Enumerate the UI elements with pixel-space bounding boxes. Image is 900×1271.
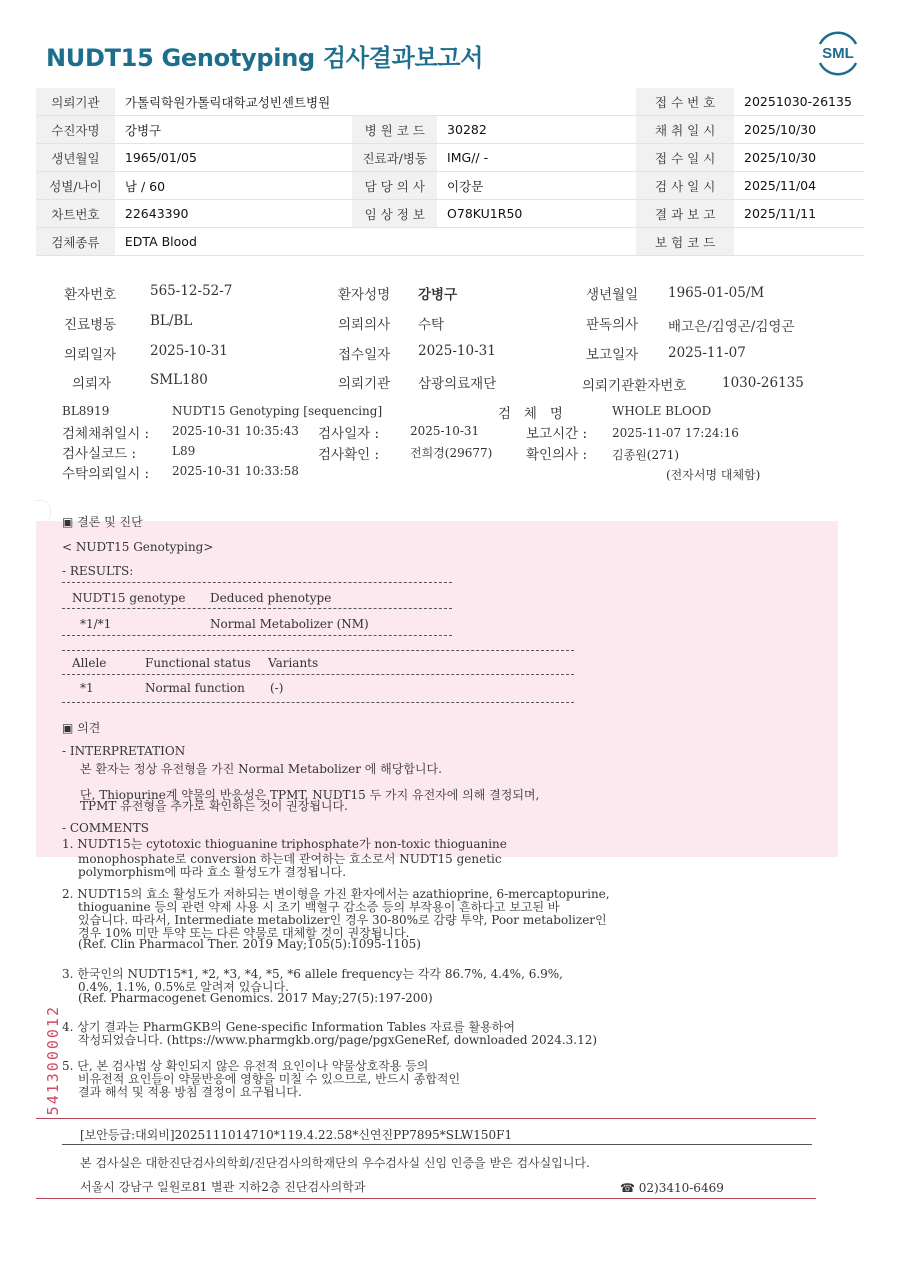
doctor: 수탁	[418, 317, 445, 333]
info-label: 임 상 정 보	[352, 200, 437, 228]
info-value: O78KU1R50	[437, 200, 636, 228]
phenotype-value: Normal Metabolizer (NM)	[210, 617, 369, 631]
test-name: NUDT15 Genotyping [sequencing]	[172, 404, 383, 418]
room-label: 검사실코드 :	[62, 446, 137, 462]
comment-line: 4. 상기 결과는 PharmGKB의 Gene-specific Information Tables 자료를 활용하여	[62, 1020, 515, 1034]
req-date: 2025-10-31	[150, 343, 228, 359]
confirm-doc-label: 확인의사 :	[526, 447, 588, 463]
comment-line: 있습니다. 따라서, Intermediate metabolizer인 경우 30-80%로 감량 투약, Poor metabolizer인	[78, 913, 607, 927]
info-value: 22643390	[115, 200, 353, 228]
patient-no: 565-12-52-7	[150, 283, 233, 299]
info-label: 채 취 일 시	[636, 116, 734, 144]
patient-name-label: 환자성명	[338, 287, 391, 303]
info-label: 검체종류	[36, 228, 115, 256]
report-date-label: 보고일자	[586, 347, 639, 363]
info-value: 20251030-26135	[734, 88, 864, 116]
interpretation-line: 단, Thiopurine계 약물의 반응성은 TPMT, NUDT15 두 가지 유전자에 의해 결정되며,	[80, 788, 540, 802]
info-label: 차트번호	[36, 200, 115, 228]
request-time: 2025-10-31 10:33:58	[172, 464, 299, 478]
comment-line: 5. 단, 본 검사법 상 확인되지 않은 유전적 요인이나 약물상호작용 등의	[62, 1059, 429, 1073]
footer-rule	[62, 1144, 812, 1145]
patient-no-label: 환자번호	[64, 287, 117, 303]
test-date-label: 검사일자 :	[318, 426, 380, 442]
info-label: 접 수 번 호	[636, 88, 734, 116]
info-value: 30282	[437, 116, 636, 144]
reader-label: 판독의사	[586, 317, 639, 333]
comment-line: 0.4%, 1.1%, 0.5%로 알려져 있습니다.	[78, 980, 289, 994]
info-row	[36, 200, 864, 228]
reader: 배고은/김영곤/김영곤	[668, 319, 795, 335]
info-value: 1965/01/05	[115, 144, 353, 172]
report-time-label: 보고시간 :	[526, 426, 588, 442]
divider	[62, 674, 574, 675]
patient-name: 강병구	[418, 287, 458, 303]
info-label: 병 원 코 드	[352, 116, 437, 144]
interpretation-line: 본 환자는 정상 유전형을 가진 Normal Metabolizer 에 해당합니다.	[80, 762, 442, 776]
req-date-label: 의뢰일자	[64, 347, 117, 363]
comment-line: polymorphism에 따라 효소 활성도가 결정됩니다.	[78, 865, 347, 879]
col-status: Functional status	[145, 656, 251, 670]
variants-value: (-)	[270, 681, 284, 695]
sml-logo	[812, 30, 864, 76]
divider	[62, 608, 452, 609]
info-value: IMG// -	[437, 144, 636, 172]
info-label: 의뢰기관	[36, 88, 115, 116]
requester-label: 의뢰자	[72, 376, 112, 392]
info-value: 이강문	[437, 172, 636, 200]
comment-line: 2. NUDT15의 효소 활성도가 저하되는 변이형을 가진 환자에서는 azathioprine, 6-mercaptopurine,	[62, 887, 610, 901]
info-label: 보 험 코 드	[636, 228, 734, 256]
report-date: 2025-11-07	[668, 345, 746, 361]
status-value: Normal function	[145, 681, 245, 695]
interpretation-line: TPMT 유전형을 추가로 확인하는 것이 권장됩니다.	[80, 799, 348, 813]
dob-label: 생년월일	[586, 287, 639, 303]
institution: 삼광의료재단	[418, 376, 497, 392]
info-value: 강병구	[115, 116, 353, 144]
info-label: 수진자명	[36, 116, 115, 144]
results-label: - RESULTS:	[62, 564, 134, 578]
comment-line: (Ref. Pharmacogenet Genomics. 2017 May;27(5):197-200)	[78, 991, 433, 1005]
divider	[62, 650, 574, 651]
info-label: 생년월일	[36, 144, 115, 172]
comment-line: monophosphate로 conversion 하는데 관여하는 효소로서 NUDT15 genetic	[78, 852, 502, 866]
info-row	[36, 172, 864, 200]
comment-line: (Ref. Clin Pharmacol Ther. 2019 May;105(5):1095-1105)	[78, 937, 421, 951]
info-value: 가톨릭학원가톨릭대학교성빈센트병원	[115, 88, 636, 116]
comment-line: 3. 한국인의 NUDT15*1, *2, *3, *4, *5, *6 allele frequency는 각각 86.7%, 4.4%, 6.9%,	[62, 967, 563, 981]
logo-text: SML	[822, 45, 854, 62]
request-time-label: 수탁의뢰일시 :	[62, 466, 150, 482]
interpretation-label: - INTERPRETATION	[62, 744, 186, 758]
confirm: 전희경(29677)	[410, 446, 493, 460]
col-phenotype: Deduced phenotype	[210, 591, 332, 605]
info-label: 접 수 일 시	[636, 144, 734, 172]
info-label: 결 과 보 고	[636, 200, 734, 228]
info-label: 성별/나이	[36, 172, 115, 200]
genotype-value: *1/*1	[80, 617, 112, 631]
inst-patient-no-label: 의뢰기관환자번호	[582, 378, 687, 394]
signature-note: (전자서명 대체함)	[666, 468, 761, 482]
room: L89	[172, 444, 196, 458]
test-date: 2025-10-31	[410, 424, 480, 438]
opinion-section-title: ▣ 의견	[62, 721, 101, 735]
info-value: 2025/10/30	[734, 116, 864, 144]
info-label: 검 사 일 시	[636, 172, 734, 200]
requester: SML180	[150, 372, 208, 388]
confirm-label: 검사확인 :	[318, 447, 380, 463]
info-value	[734, 228, 864, 256]
comment-line: 1. NUDT15는 cytotoxic thioguanine triphosphate가 non-toxic thioguanine	[62, 837, 507, 851]
recv-date: 2025-10-31	[418, 343, 496, 359]
info-row	[36, 144, 864, 172]
lab-phone: ☎ 02)3410-6469	[620, 1181, 724, 1195]
confirm-doc: 김종원(271)	[612, 448, 680, 462]
test-code: BL8919	[62, 404, 110, 418]
lab-address: 서울시 강남구 일원로81 별관 지하2층 진단검사의학과	[80, 1180, 366, 1194]
comments-label: - COMMENTS	[62, 821, 149, 835]
info-row	[36, 116, 864, 144]
info-value: EDTA Blood	[115, 228, 636, 256]
info-value: 남 / 60	[115, 172, 353, 200]
results-section-title: ▣ 결론 및 진단	[62, 515, 143, 529]
info-label: 담 당 의 사	[352, 172, 437, 200]
col-genotype: NUDT15 genotype	[72, 591, 186, 605]
barcode-number: 5413000012	[44, 1005, 62, 1116]
info-table	[36, 88, 864, 256]
divider	[62, 582, 452, 583]
security-line: [보안등급:대외비]2025111014710*119.4.22.58*신연진PP7895*SLW150F1	[80, 1128, 513, 1142]
col-allele: Allele	[72, 656, 107, 670]
info-value: 2025/11/11	[734, 200, 864, 228]
col-variants: Variants	[268, 656, 319, 670]
info-value: 2025/11/04	[734, 172, 864, 200]
dob: 1965-01-05/M	[668, 285, 765, 301]
allele-value: *1	[80, 681, 94, 695]
info-row	[36, 88, 864, 116]
collect-label: 검체채취일시 :	[62, 426, 150, 442]
ward-label: 진료병동	[64, 317, 117, 333]
certification-text: 본 검사실은 대한진단검사의학회/진단검사의학재단의 우수검사실 신임 인증을 받은 검사실입니다.	[80, 1156, 590, 1170]
report-time: 2025-11-07 17:24:16	[612, 426, 739, 440]
footer-rule	[36, 1198, 816, 1199]
comment-line: 경우 10% 미만 투약 또는 다른 약물로 대체할 것이 권장됩니다.	[78, 926, 410, 940]
specimen-label: 검 체 명	[498, 406, 563, 422]
info-row	[36, 228, 864, 256]
inst-patient-no: 1030-26135	[722, 375, 804, 391]
info-value: 2025/10/30	[734, 144, 864, 172]
results-subtitle: < NUDT15 Genotyping>	[62, 540, 214, 554]
ward: BL/BL	[150, 313, 193, 329]
divider	[62, 702, 574, 703]
collect-time: 2025-10-31 10:35:43	[172, 424, 299, 438]
doctor-label: 의뢰의사	[338, 317, 391, 333]
specimen: WHOLE BLOOD	[612, 404, 712, 418]
institution-label: 의뢰기관	[338, 376, 391, 392]
comment-line: 작성되었습니다. (https://www.pharmgkb.org/page/pgxGeneRef, downloaded 2024.3.12)	[78, 1033, 598, 1047]
footer-rule	[36, 1118, 816, 1119]
recv-date-label: 접수일자	[338, 347, 391, 363]
comment-line: 결과 해석 및 적용 방침 결정이 요구됩니다.	[78, 1085, 302, 1099]
report-title: NUDT15 Genotyping 검사결과보고서	[46, 44, 484, 72]
divider	[62, 635, 452, 636]
comment-line: thioguanine 등의 관련 약제 사용 시 조기 백혈구 감소증 등의 부작용이 흔하다고 보고된 바	[78, 900, 560, 914]
comment-line: 비유전적 요인들이 약물반응에 영향을 미칠 수 있으므로, 반드시 종합적인	[78, 1072, 461, 1086]
info-label: 진료과/병동	[352, 144, 437, 172]
